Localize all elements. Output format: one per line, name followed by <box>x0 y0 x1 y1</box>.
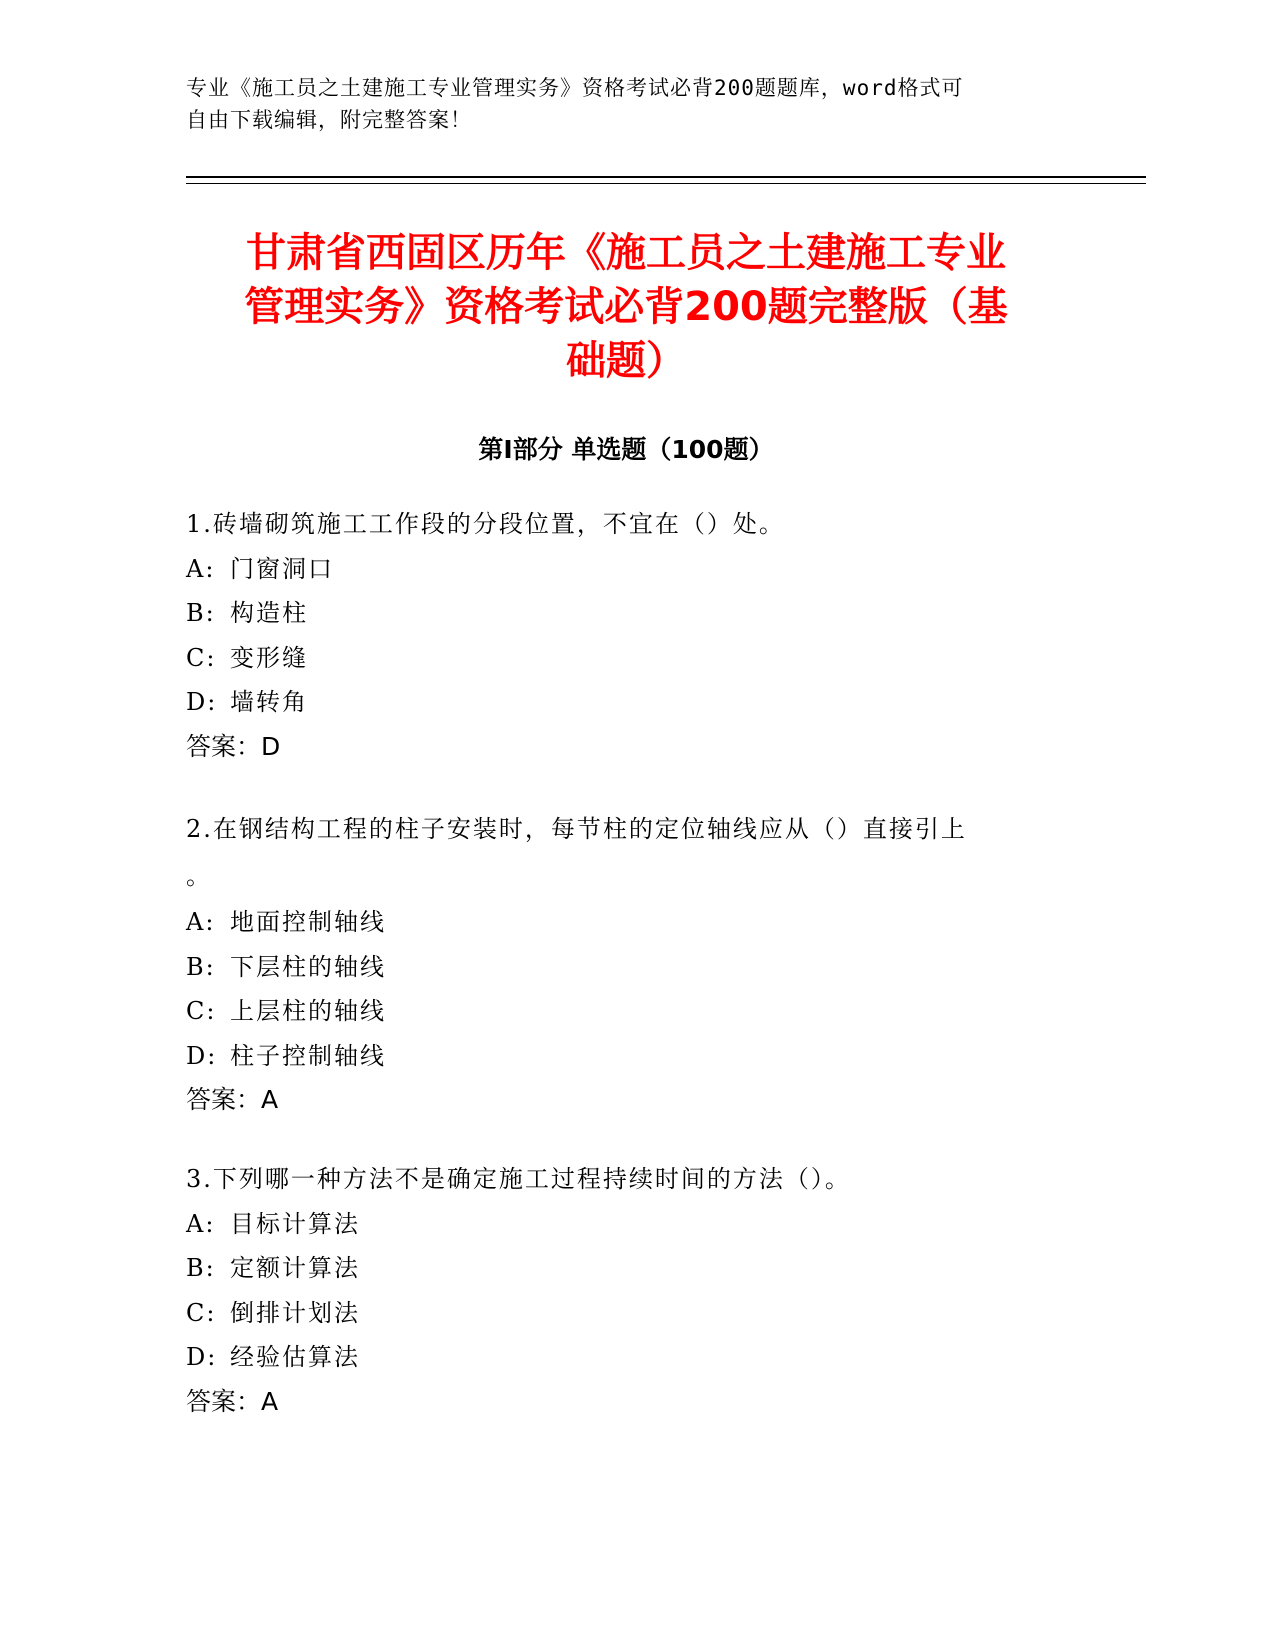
option-text: 墙转角 <box>230 688 308 717</box>
question-1 <box>186 502 1066 769</box>
question-2-stem-line1: 2.在钢结构工程的柱子安装时，每节柱的定位轴线应从（）直接引上 <box>186 815 967 843</box>
question-1-option-c <box>186 636 1066 681</box>
question-2-answer: 答案：A <box>186 1085 279 1115</box>
question-3-stem: 3.下列哪一种方法不是确定施工过程持续时间的方法（）。 <box>186 1165 851 1193</box>
header-note <box>186 72 1066 136</box>
question-1-option-a <box>186 547 1066 592</box>
option-text: 下层柱的轴线 <box>230 952 386 981</box>
question-1-stem: 1.砖墙砌筑施工工作段的分段位置，不宜在（）处。 <box>186 510 785 538</box>
header-note-line2: 自由下载编辑，附完整答案！ <box>186 108 472 132</box>
question-2-option-a <box>186 900 1066 945</box>
option-letter: D: <box>186 688 218 717</box>
option-letter: B: <box>186 1254 216 1283</box>
question-1-option-b <box>186 591 1066 636</box>
question-2-stem-line2: 。 <box>186 862 212 890</box>
document-title-line1: 甘肃省西固区历年《施工员之土建施工专业 <box>246 230 1006 276</box>
option-letter: B: <box>186 599 216 628</box>
question-3-option-a <box>186 1202 1066 1247</box>
header-divider-thin <box>186 183 1146 184</box>
option-text: 定额计算法 <box>230 1254 360 1283</box>
option-letter: A: <box>186 908 216 936</box>
question-3-option-c <box>186 1291 1066 1336</box>
document-title-line3: 础题） <box>566 338 686 384</box>
question-3-answer: 答案：A <box>186 1386 279 1416</box>
option-letter: C: <box>186 643 217 672</box>
header-note-line1: 专业《施工员之土建施工专业管理实务》资格考试必背200题题库，word格式可 <box>186 76 964 100</box>
document-title-line2: 管理实务》资格考试必背200题完整版（基 <box>244 284 1008 330</box>
option-letter: C: <box>186 1298 217 1327</box>
option-text: 上层柱的轴线 <box>230 997 386 1026</box>
section-heading: 第Ⅰ部分 单选题（100题） <box>478 435 774 464</box>
question-2-stem <box>186 806 1066 900</box>
question-1-answer: 答案：D <box>186 731 281 761</box>
question-2 <box>186 806 1066 1122</box>
option-text: 地面控制轴线 <box>230 908 386 936</box>
document-title <box>186 226 1066 388</box>
option-letter: C: <box>186 997 217 1026</box>
option-letter: A: <box>186 1209 216 1238</box>
question-3-option-b <box>186 1246 1066 1291</box>
question-1-option-d <box>186 680 1066 725</box>
option-letter: A: <box>186 554 216 583</box>
option-text: 门窗洞口 <box>230 554 334 583</box>
option-letter: D: <box>186 1041 218 1070</box>
question-2-option-b <box>186 945 1066 990</box>
option-text: 倒排计划法 <box>230 1298 360 1327</box>
option-text: 目标计算法 <box>230 1209 360 1238</box>
question-2-option-d <box>186 1034 1066 1079</box>
question-3-option-d <box>186 1335 1066 1380</box>
question-3 <box>186 1157 1066 1424</box>
question-2-option-c <box>186 989 1066 1034</box>
option-text: 经验估算法 <box>230 1343 360 1372</box>
option-letter: D: <box>186 1343 218 1372</box>
option-letter: B: <box>186 952 216 981</box>
option-text: 变形缝 <box>230 643 308 672</box>
option-text: 构造柱 <box>230 599 308 628</box>
option-text: 柱子控制轴线 <box>230 1041 386 1070</box>
header-divider-thick <box>186 176 1146 178</box>
